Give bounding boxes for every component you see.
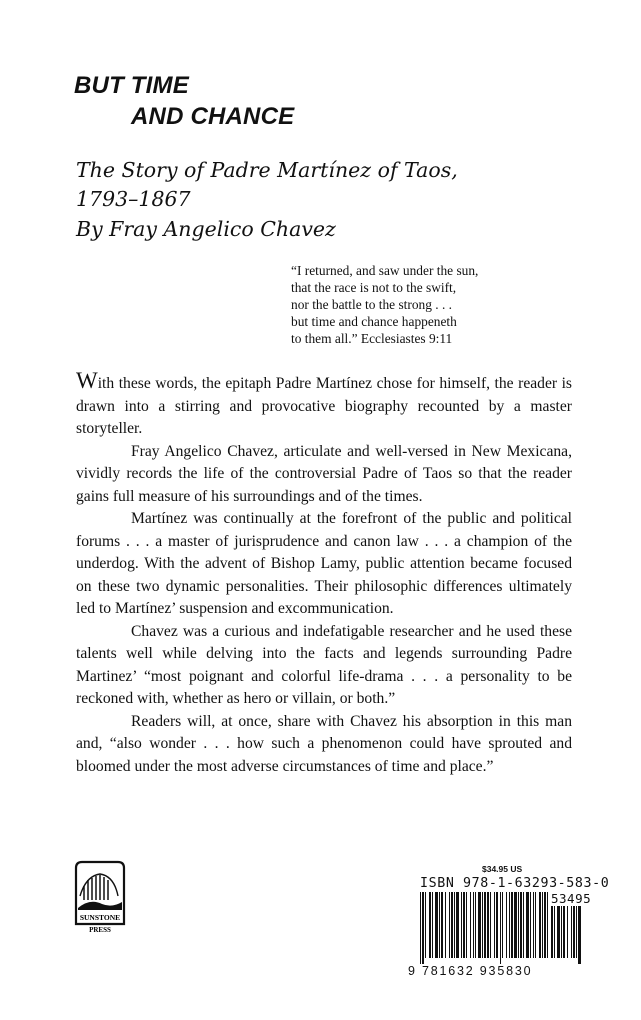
barcode-bar xyxy=(542,892,543,958)
epigraph-line: nor the battle to the strong . . . xyxy=(291,297,453,312)
price-label: $34.95 US xyxy=(482,864,523,874)
barcode-bar xyxy=(466,892,467,958)
author-byline: By Fray Angelico Chavez xyxy=(76,217,336,241)
subtitle-dates: 1793–1867 xyxy=(76,187,191,211)
blurb-paragraph-3: Martínez was continually at the forefront of the public and political forums . . . a master of jurisprudence and canon law . . . a champion of the underdog. With the advent of Bishop Lamy, public attention became focused on these two dynamic personalities. Their philosophic differences ultimately led to Martínez’ suspension and excommunication. xyxy=(76,510,572,617)
ean-digits: 9 781632 935830 xyxy=(408,964,533,978)
blurb-paragraph-5: Readers will, at once, share with Chavez his absorption in this man and, “also wonder . . . how such a phenomenon could have sprouted and bloomed under the most adverse circumstances of time and place.” xyxy=(76,712,572,775)
barcode-addon-digits: 53495 xyxy=(551,891,592,906)
barcode-bar xyxy=(514,892,517,958)
barcode-bar xyxy=(494,892,495,958)
epigraph-line: but time and chance happeneth xyxy=(291,314,457,329)
barcode-bar xyxy=(539,892,541,958)
barcode-bar xyxy=(478,892,481,958)
barcode-bar xyxy=(439,892,440,958)
subtitle-line-1: The Story of Padre Martínez of Taos, xyxy=(76,158,458,182)
barcode-bar xyxy=(487,892,489,958)
book-title-line-1: BUT TIME xyxy=(74,72,189,99)
paragraph-text: ith these words, the epitaph Padre Martínez chose for himself, the reader is drawn into a stirring and provocative biography recounted by a master storyteller. xyxy=(76,375,572,437)
barcode-bar xyxy=(509,892,510,958)
logo-text-line-2: PRESS xyxy=(89,926,111,934)
blurb-paragraph-2: Fray Angelico Chavez, articulate and well-versed in New Mexicana, vividly records the life of the controversial Padre of Taos so that the reader gains full measure of his surroundings and of the times. xyxy=(76,442,572,505)
barcode-bar xyxy=(454,892,455,958)
isbn-label: ISBN 978-1-63293-583-0 xyxy=(420,876,610,891)
barcode-bar xyxy=(461,892,462,958)
epigraph-line: “I returned, and saw under the sun, xyxy=(291,263,479,278)
barcode-bar xyxy=(506,892,507,958)
barcode-bar xyxy=(544,892,546,958)
blurb-paragraph-4: Chavez was a curious and indefatigable researcher and he used these talents well while delving into the facts and legends surrounding Padre Martinez’ “most poignant and colorful life-drama . . . a personality to be reckoned with, whether as hero or villain, or both.” xyxy=(76,622,572,707)
epigraph-line: that the race is not to the swift, xyxy=(291,280,457,295)
barcode-bar xyxy=(422,892,424,964)
barcode-bar xyxy=(484,892,486,958)
barcode-bar xyxy=(441,892,443,958)
barcode-bar xyxy=(500,892,501,964)
barcode-bar xyxy=(435,892,438,958)
barcode-bar xyxy=(530,892,531,958)
barcode-bar xyxy=(475,892,476,958)
barcode-bar xyxy=(449,892,450,958)
barcode-bar xyxy=(502,892,503,958)
barcode-bar xyxy=(451,892,453,958)
barcode-bar xyxy=(523,892,524,958)
barcode-bar xyxy=(496,892,498,958)
blurb-paragraph-1 xyxy=(76,370,572,441)
barcode-bar xyxy=(490,892,491,958)
barcode-bar xyxy=(547,892,548,958)
sunstone-press-logo xyxy=(72,860,126,938)
barcode-bar xyxy=(429,892,431,958)
initial-letter: W xyxy=(76,368,98,393)
barcode-bar xyxy=(518,892,519,958)
barcode-bar xyxy=(473,892,474,958)
barcode-bar xyxy=(456,892,459,958)
epigraph xyxy=(291,262,591,347)
book-title-line-2: AND CHANCE xyxy=(131,103,295,130)
blurb-body xyxy=(76,370,572,778)
barcode-bar xyxy=(432,892,433,958)
barcode-bar xyxy=(445,892,446,958)
epigraph-line: to them all.” Ecclesiastes 9:11 xyxy=(291,331,453,346)
barcode-bar xyxy=(420,892,421,964)
barcode-bar xyxy=(470,892,471,958)
sun-arc-icon xyxy=(80,874,118,896)
landscape-icon xyxy=(78,902,122,910)
barcode-bar xyxy=(526,892,529,958)
barcode-bar xyxy=(533,892,534,958)
barcode-bar xyxy=(520,892,522,958)
logo-text-line-1: SUNSTONE xyxy=(79,913,121,922)
barcode-bar xyxy=(463,892,465,958)
barcode-bar xyxy=(482,892,483,958)
barcode-bar xyxy=(535,892,536,958)
barcode-bar xyxy=(425,892,426,958)
barcode-bar xyxy=(511,892,513,958)
